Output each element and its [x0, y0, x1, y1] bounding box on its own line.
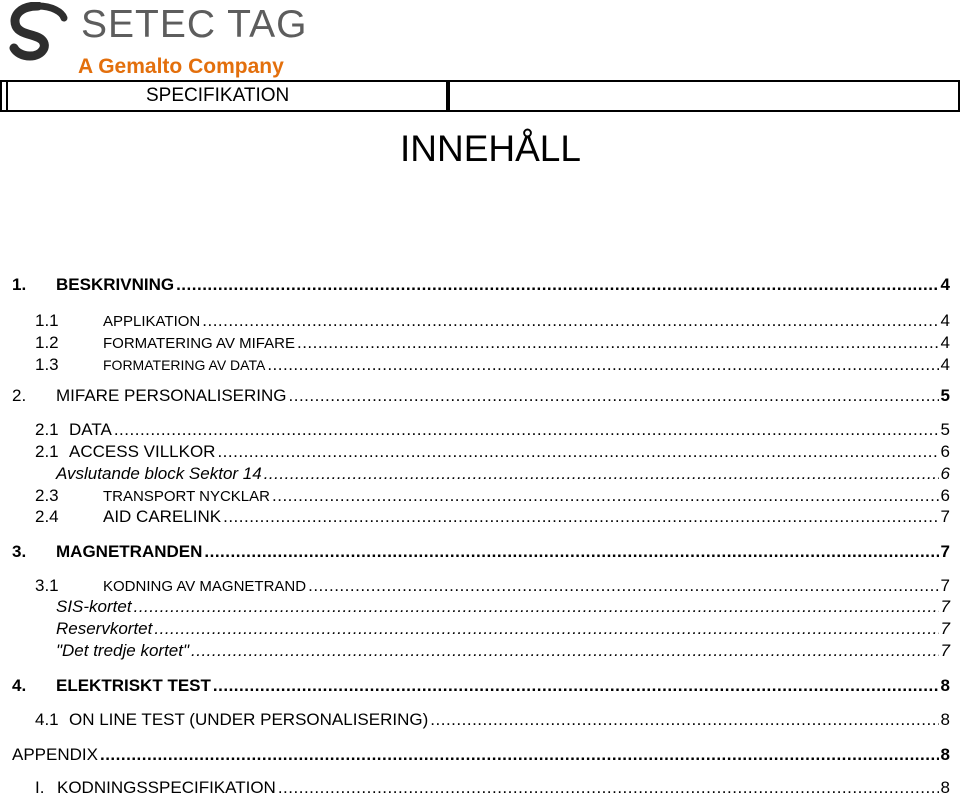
toc-leader: [176, 275, 938, 295]
toc-label: MIFARE PERSONALISERING: [56, 386, 287, 405]
toc-page: 6: [940, 464, 950, 483]
toc-label: "Det tredje kortet": [56, 641, 190, 660]
toc-entry[interactable]: [56, 619, 950, 639]
toc-number: 3.1: [35, 576, 59, 595]
toc-label: KODNINGSSPECIFIKATION: [57, 778, 276, 797]
toc-leader: [202, 311, 938, 331]
toc-number: 2.4: [35, 507, 59, 526]
toc-page: 7: [940, 641, 950, 660]
toc-entry[interactable]: [56, 597, 950, 617]
toc-page: 4: [940, 311, 950, 330]
toc-page: 8: [940, 778, 950, 797]
toc-page: 7: [940, 507, 950, 526]
toc-leader: [114, 420, 939, 440]
toc-page: 7: [940, 619, 950, 638]
toc-entry[interactable]: [56, 641, 950, 661]
toc-leader: [272, 486, 939, 506]
toc-label: AID CARELINK: [103, 507, 222, 526]
toc-number: 1.1: [35, 311, 59, 330]
toc-entry[interactable]: [12, 676, 950, 696]
toc-number: 2.1: [35, 420, 59, 439]
toc-label: BESKRIVNING: [56, 275, 175, 294]
toc-page: 7: [940, 597, 950, 616]
toc-page: 4: [940, 333, 950, 352]
logo-name: SETEC TAG: [81, 3, 308, 46]
toc-entry[interactable]: [12, 386, 950, 406]
header-table: [0, 80, 960, 112]
toc-page: 4: [940, 355, 950, 374]
toc-label: ACCESS VILLKOR: [69, 442, 216, 461]
toc-page: 5: [940, 386, 950, 405]
toc-label: ELEKTRISKT TEST: [56, 676, 211, 695]
toc-page: 6: [940, 442, 950, 461]
toc-page: 7: [940, 576, 950, 595]
toc-entry[interactable]: [35, 710, 950, 730]
toc-entry[interactable]: [35, 576, 950, 596]
toc-number: 4.: [12, 676, 27, 695]
toc-page: 5: [940, 420, 950, 439]
toc-entry[interactable]: [35, 420, 950, 440]
toc-label: FORMATERING AV MIFARE: [103, 335, 295, 352]
toc-leader: [267, 355, 938, 375]
toc-number: 1.2: [35, 333, 59, 352]
company-logo: [8, 2, 308, 82]
toc-number: 2.: [12, 386, 27, 405]
toc-number: 1.: [12, 275, 27, 294]
toc-page: 6: [940, 486, 950, 505]
toc-number: 4.1: [35, 710, 59, 729]
toc-leader: [289, 386, 939, 406]
toc-label: KODNING AV MAGNETRAND: [103, 578, 307, 595]
toc-page: 8: [940, 745, 950, 764]
toc-entry[interactable]: [12, 745, 950, 765]
toc-page: 7: [940, 542, 950, 561]
toc-number: 1.3: [35, 355, 59, 374]
toc-leader: [297, 333, 939, 353]
toc-leader: [430, 710, 938, 730]
toc-label: APPENDIX: [12, 745, 98, 764]
toc-page: 4: [940, 275, 950, 294]
toc-label: MAGNETRANDEN: [56, 542, 203, 561]
toc-page: 8: [940, 710, 950, 729]
toc-entry[interactable]: [35, 311, 950, 331]
toc-leader: [100, 745, 939, 765]
toc-number: I.: [35, 778, 45, 797]
header-cell-right: [448, 80, 960, 112]
toc-entry[interactable]: [35, 486, 950, 506]
toc-number: 3.: [12, 542, 27, 561]
header-label: SPECIFIKATION: [146, 85, 290, 106]
toc-leader: [204, 542, 938, 562]
toc-entry[interactable]: [56, 464, 950, 484]
toc-label: ON LINE TEST (UNDER PERSONALISERING): [69, 710, 429, 729]
toc-leader: [223, 507, 938, 527]
toc-leader: [191, 641, 939, 661]
toc-label: SIS-kortet: [56, 597, 132, 616]
header-cell-label: [6, 80, 448, 112]
toc-label: TRANSPORT NYCKLAR: [103, 488, 270, 505]
toc-entry[interactable]: [12, 542, 950, 562]
toc-number: 2.1: [35, 442, 59, 461]
toc-leader: [264, 464, 939, 484]
toc-entry[interactable]: [35, 442, 950, 462]
toc-leader: [134, 597, 939, 617]
logo-tagline: A Gemalto Company: [78, 55, 284, 78]
toc-entry[interactable]: [35, 778, 950, 798]
toc-label: DATA: [69, 420, 112, 439]
setec-s-icon: [8, 2, 78, 62]
toc-label: Reservkortet: [56, 619, 153, 638]
toc-leader: [308, 576, 938, 596]
toc-label: Avslutande block Sektor 14: [56, 464, 262, 483]
toc-leader: [213, 676, 939, 696]
toc-number: 2.3: [35, 486, 59, 505]
toc-label: APPLIKATION: [103, 313, 201, 330]
toc-entry[interactable]: [12, 275, 950, 295]
toc-leader: [217, 442, 938, 462]
toc-leader: [278, 778, 939, 798]
page-title: INNEHÅLL: [400, 128, 581, 169]
toc-label: FORMATERING AV DATA: [103, 357, 266, 373]
toc-page: 8: [940, 676, 950, 695]
toc-entry[interactable]: [35, 355, 950, 375]
toc-entry[interactable]: [35, 333, 950, 353]
toc-leader: [154, 619, 938, 639]
toc-entry[interactable]: [35, 507, 950, 527]
